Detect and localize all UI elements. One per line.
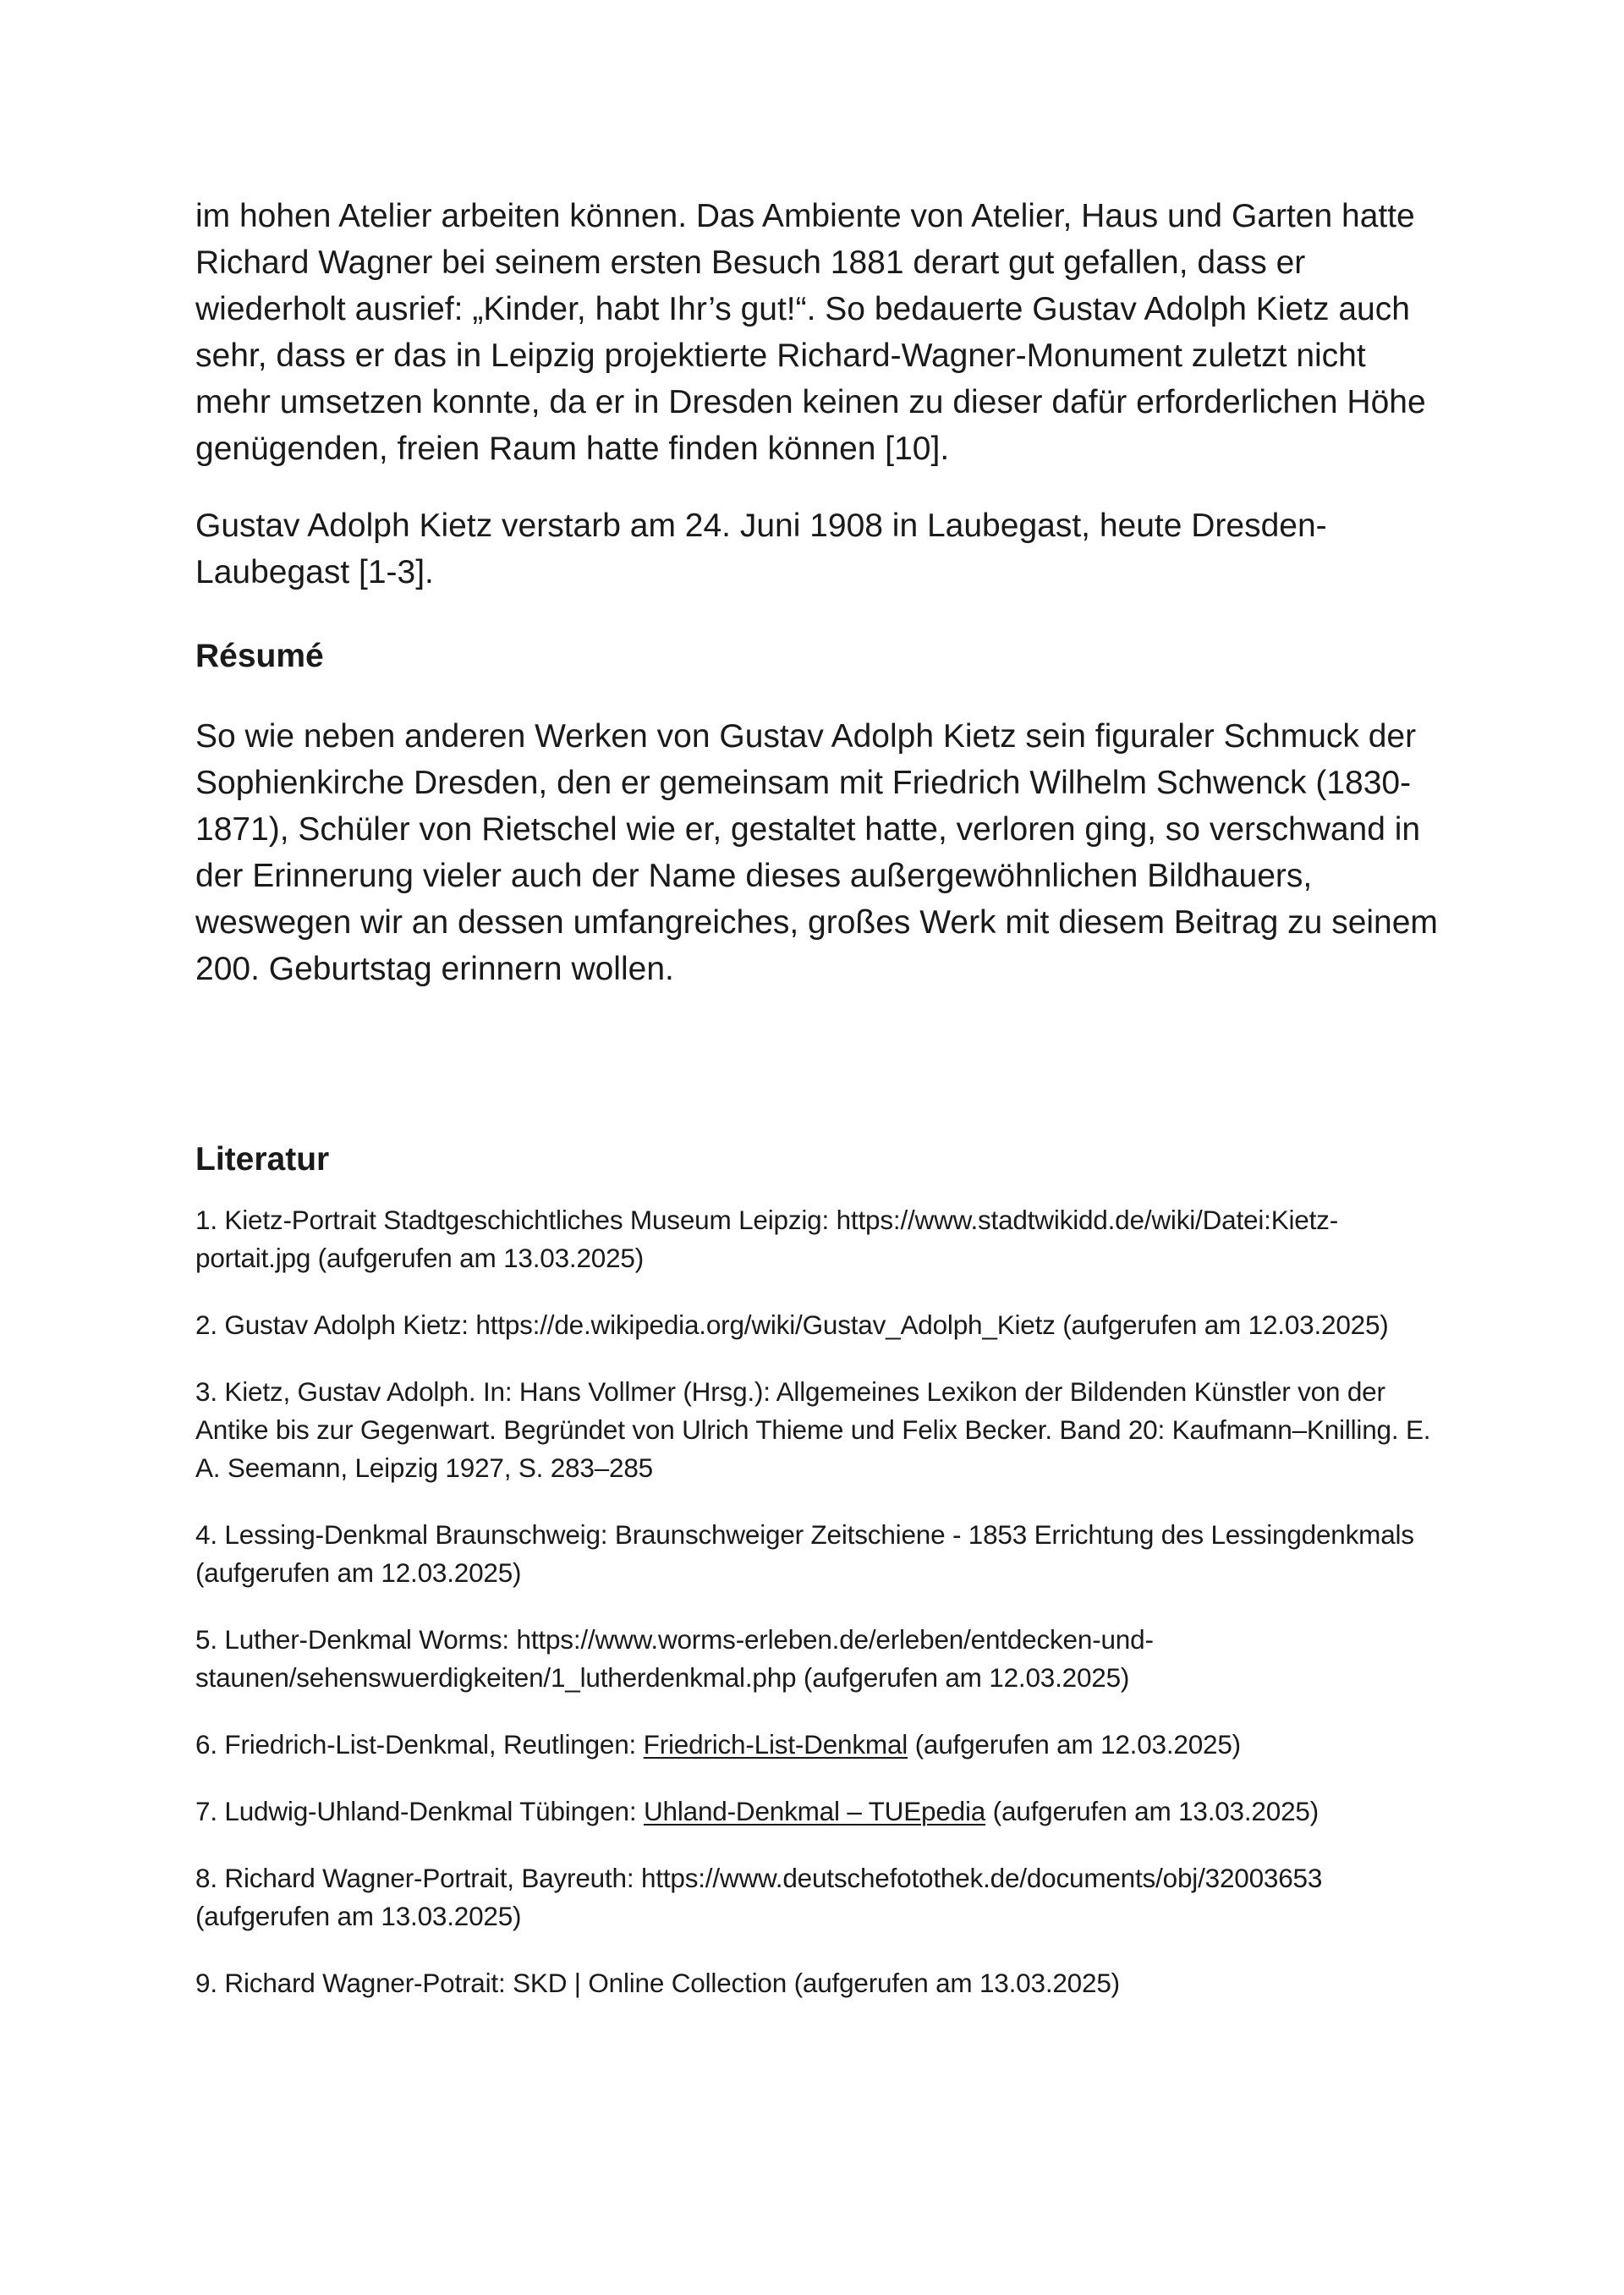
resume-heading: Résumé	[195, 638, 324, 674]
reference-link-friedrich-list[interactable]: Friedrich-List-Denkmal	[643, 1729, 908, 1760]
reference-text: 7. Ludwig-Uhland-Denkmal Tübingen:	[195, 1796, 644, 1826]
reference-access-date: (aufgerufen am 13.03.2025)	[985, 1796, 1319, 1826]
reference-access-date: (aufgerufen am 12.03.2025)	[908, 1729, 1241, 1760]
reference-item-3: 3. Kietz, Gustav Adolph. In: Hans Vollmer (Hrsg.): Allgemeines Lexikon der Bildenden Künstler von der Antike bis zur Gegenwart. Begründet von Ulrich Thieme und Felix Becker. Band 20: Kaufmann–Knilling. E. A. Seemann, Leipzig 1927, S. 283–285	[195, 1376, 1431, 1483]
reference-item-9: 9. Richard Wagner-Potrait: SKD | Online Collection (aufgerufen am 13.03.2025)	[195, 1968, 1120, 1998]
reference-list	[195, 1201, 1447, 2002]
reference-item-6	[195, 1726, 1447, 1764]
literatur-heading: Literatur	[195, 1141, 330, 1178]
body-paragraph-2: Gustav Adolph Kietz verstarb am 24. Juni 1908 in Laubegast, heute Dresden-Laubegast [1-3].	[195, 508, 1327, 590]
document-page	[195, 193, 1447, 2031]
reference-item-8: 8. Richard Wagner-Portrait, Bayreuth: https://www.deutschefotothek.de/documents/obj/32003653 (aufgerufen am 13.03.2025)	[195, 1863, 1323, 1931]
reference-item-4: 4. Lessing-Denkmal Braunschweig: Braunschweiger Zeitschiene - 1853 Errichtung des Lessingdenkmals (aufgerufen am 12.03.2025)	[195, 1519, 1414, 1588]
reference-item-2: 2. Gustav Adolph Kietz: https://de.wikipedia.org/wiki/Gustav_Adolph_Kietz (aufgerufen am 12.03.2025)	[195, 1309, 1389, 1340]
reference-text: 6. Friedrich-List-Denkmal, Reutlingen:	[195, 1729, 644, 1760]
reference-item-7	[195, 1793, 1447, 1831]
body-paragraph-1: im hohen Atelier arbeiten können. Das Ambiente von Atelier, Haus und Garten hatte Richard Wagner bei seinem ersten Besuch 1881 derart gut gefallen, dass er wiederholt ausrief: „Kinder, habt Ihr’s gut!“. So bedauerte Gustav Adolph Kietz auch sehr, dass er das in Leipzig projektierte Richard-Wagner-Monument zuletzt nicht mehr umsetzen konnte, da er in Dresden keinen zu dieser dafür erforderlichen Höhe genügenden, freien Raum hatte finden können [10].	[195, 198, 1426, 467]
reference-item-5: 5. Luther-Denkmal Worms: https://www.worms-erleben.de/erleben/entdecken-und-staunen/sehenswuerdigkeiten/1_lutherdenkmal.php (aufgerufen am 12.03.2025)	[195, 1624, 1154, 1693]
reference-item-1: 1. Kietz-Portrait Stadtgeschichtliches Museum Leipzig: https://www.stadtwikidd.de/wiki/Datei:Kietz-portait.jpg (aufgerufen am 13.03.2025)	[195, 1205, 1339, 1273]
resume-paragraph: So wie neben anderen Werken von Gustav Adolph Kietz sein figuraler Schmuck der Sophienkirche Dresden, den er gemeinsam mit Friedrich Wilhelm Schwenck (1830-1871), Schüler von Rietschel wie er, gestaltet hatte, verloren ging, so verschwand in der Erinnerung vieler auch der Name dieses außergewöhnlichen Bildhauers, weswegen wir an dessen umfangreiches, großes Werk mit diesem Beitrag zu seinem 200. Geburtstag erinnern wollen.	[195, 718, 1438, 987]
reference-link-uhland[interactable]: Uhland-Denkmal – TUEpedia	[643, 1796, 986, 1826]
